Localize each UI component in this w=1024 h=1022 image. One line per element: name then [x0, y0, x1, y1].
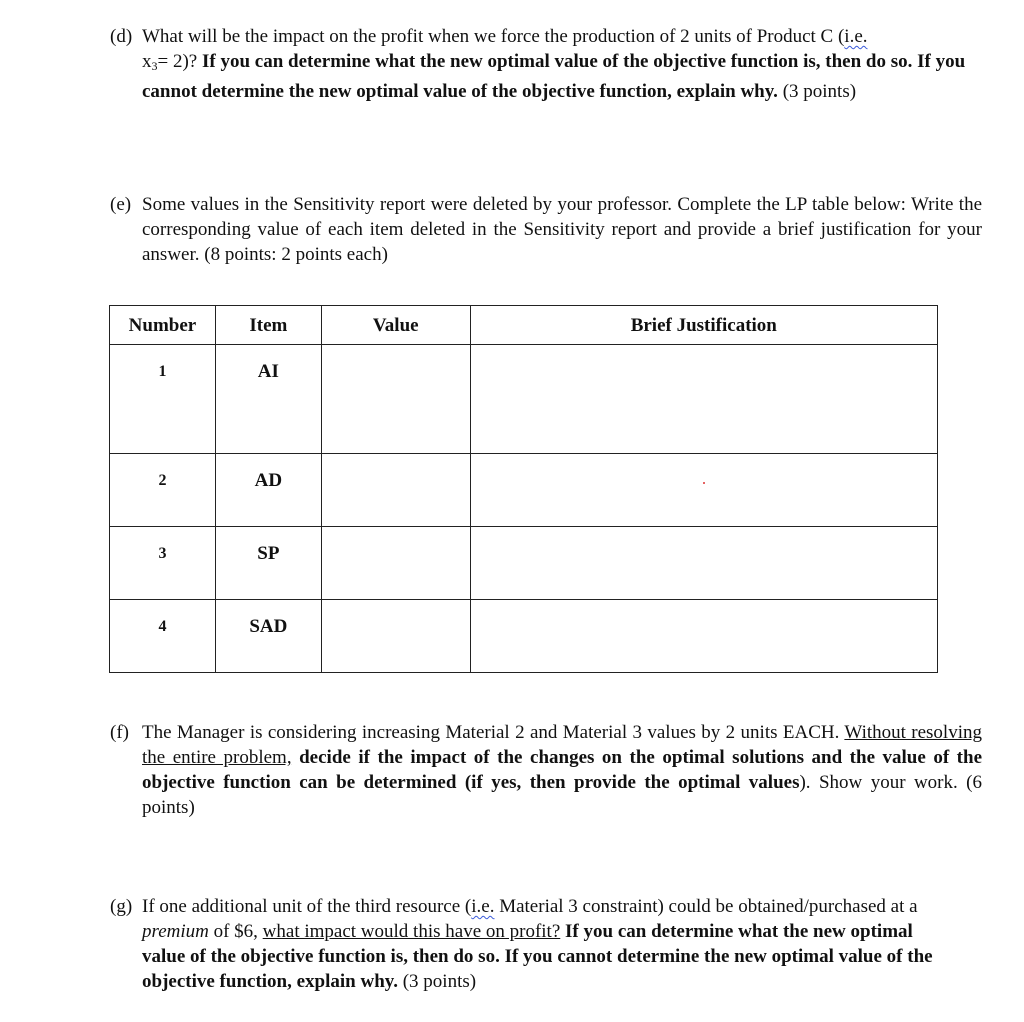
question-d-text: What will be the impact on the profit when we force the production of 2 units of Product C (i.e. $x_3= 2$)? If you can determine what the new optimal value of the objective function is, then do so. If you cannot determine the new optimal value of the objective function, explain why. (3 points) [142, 26, 966, 102]
justification-cell[interactable] [470, 600, 937, 673]
row-number: 4 [110, 600, 216, 673]
table-row [110, 454, 938, 527]
row-item: SP [215, 527, 321, 600]
stray-dot [703, 482, 705, 484]
question-f-text: The Manager is considering increasing Material 2 and Material 3 values by 2 units EACH. Without resolving the entire problem, decide if the impact of the changes on the optimal solutions and the value of the objective function can be determined (if yes, then provide the optimal values). Show your work. (6 points) [142, 722, 983, 818]
row-number: 3 [110, 527, 216, 600]
question-f [110, 720, 982, 820]
question-g-label: (g) [110, 896, 133, 917]
justification-cell[interactable] [470, 454, 937, 527]
row-number: 1 [110, 345, 216, 454]
row-item: AI [215, 345, 321, 454]
value-cell[interactable] [321, 527, 470, 600]
question-f-label: (f) [110, 722, 129, 743]
table-row [110, 345, 938, 454]
question-e-text: Some values in the Sensitivity report were deleted by your professor. Complete the LP table below: Write the corresponding value of each item deleted in the Sensitivity report and provide a brief justification for your answer. (8 points: 2 points each) [142, 194, 982, 265]
header-value: Value [321, 306, 470, 345]
row-item: AD [215, 454, 321, 527]
row-number: 2 [110, 454, 216, 527]
header-item: Item [215, 306, 321, 345]
question-g-text: If one additional unit of the third resource (i.e. Material 3 constraint) could be obtained/purchased at a premium of $6, what impact would this have on profit? If you can determine what the new optimal value of the objective function is, then do so. If you cannot determine the new optimal value of the objective function, explain why. (3 points) [142, 896, 933, 992]
question-d [110, 24, 982, 104]
justification-cell[interactable] [470, 345, 937, 454]
header-number: Number [110, 306, 216, 345]
row-item: SAD [215, 600, 321, 673]
question-e [110, 192, 982, 267]
lp-table [109, 305, 938, 673]
justification-cell[interactable] [470, 527, 937, 600]
table-row [110, 527, 938, 600]
table-header-row [110, 306, 938, 345]
value-cell[interactable] [321, 345, 470, 454]
question-d-label: (d) [110, 26, 133, 47]
table-row [110, 600, 938, 673]
question-g [110, 894, 982, 994]
value-cell[interactable] [321, 454, 470, 527]
question-e-label: (e) [110, 194, 132, 215]
value-cell[interactable] [321, 600, 470, 673]
header-justification: Brief Justification [470, 306, 937, 345]
